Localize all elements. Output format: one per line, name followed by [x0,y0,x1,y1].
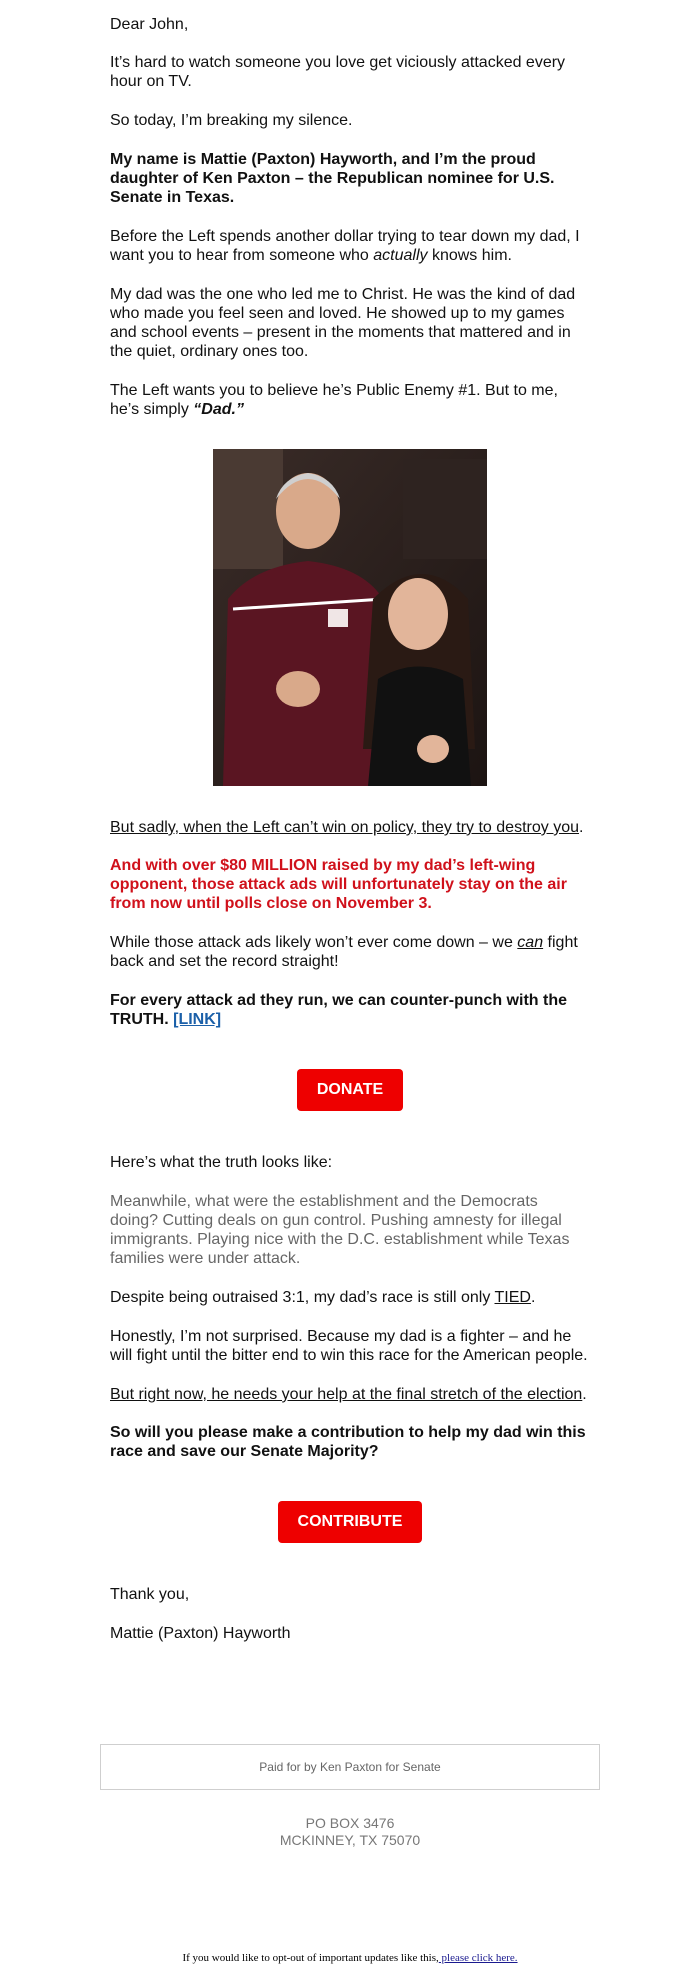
photo-illustration [213,449,487,786]
address-line-2: MCKINNEY, TX 75070 [279,1832,421,1848]
family-photo [213,449,487,786]
signoff: Thank you, [110,1586,190,1603]
paragraph: It’s hard to watch someone you love get viciously attacked every hour on TV. [110,54,566,90]
alert-paragraph: And with over $80 MILLION raised by my dad’s left-wing opponent, those attack ads will unfortunately stay on the air from now until polls close on November 3. [110,857,567,912]
paragraph: Here’s what the truth looks like: [110,1154,333,1171]
ask-paragraph: So will you please make a contribution to help my dad win this race and save our Senate Majority? [110,1424,586,1460]
quote-paragraph: Meanwhile, what were the establishment and the Democrats doing? Cutting deals on gun control. Pushing amnesty for illegal immigrants. Playing nice with the D.C. establishment while Texas families were under attack. [110,1193,570,1267]
paragraph: Despite being outraised 3:1, my dad’s race is still only TIED. [110,1289,536,1306]
optout-link[interactable]: please click here. [438,1952,518,1964]
paragraph: So today, I’m breaking my silence. [110,112,353,129]
paragraph: But sadly, when the Left can’t win on policy, they try to destroy you. [110,819,584,836]
address-line-1: PO BOX 3476 [305,1815,395,1831]
paragraph: Before the Left spends another dollar trying to tear down my dad, I want you to hear from someone who actually knows him. [110,228,580,264]
paragraph: The Left wants you to believe he’s Public Enemy #1. But to me, he’s simply “Dad.” [110,382,558,418]
donate-link[interactable]: [LINK] [173,1011,222,1028]
paragraph: Honestly, I’m not surprised. Because my dad is a fighter – and he will fight until the bitter end to win this race for the American people. [110,1328,588,1364]
signature: Mattie (Paxton) Hayworth [110,1625,291,1642]
paid-for-disclaimer: Paid for by Ken Paxton for Senate [100,1744,600,1790]
paragraph: My dad was the one who led me to Christ. He was the kind of dad who made you feel seen and loved. He showed up to my games and school events – present in the moments that mattered and in the quiet, ordinary ones too. [110,286,576,360]
paragraph: But right now, he needs your help at the final stretch of the election. [110,1386,587,1403]
intro-paragraph: My name is Mattie (Paxton) Hayworth, and I’m the proud daughter of Ken Paxton – the Republican nominee for U.S. Senate in Texas. [110,151,555,206]
optout-notice: If you would like to opt-out of important updates like this, please click here. [182,1952,518,1964]
contribute-button[interactable]: CONTRIBUTE [278,1501,422,1543]
greeting: Dear John, [110,16,189,33]
paragraph: For every attack ad they run, we can counter-punch with the TRUTH. [LINK] [110,992,567,1028]
paragraph: While those attack ads likely won’t ever come down – we can fight back and set the record straight! [110,934,578,970]
donate-button[interactable]: DONATE [297,1069,403,1111]
